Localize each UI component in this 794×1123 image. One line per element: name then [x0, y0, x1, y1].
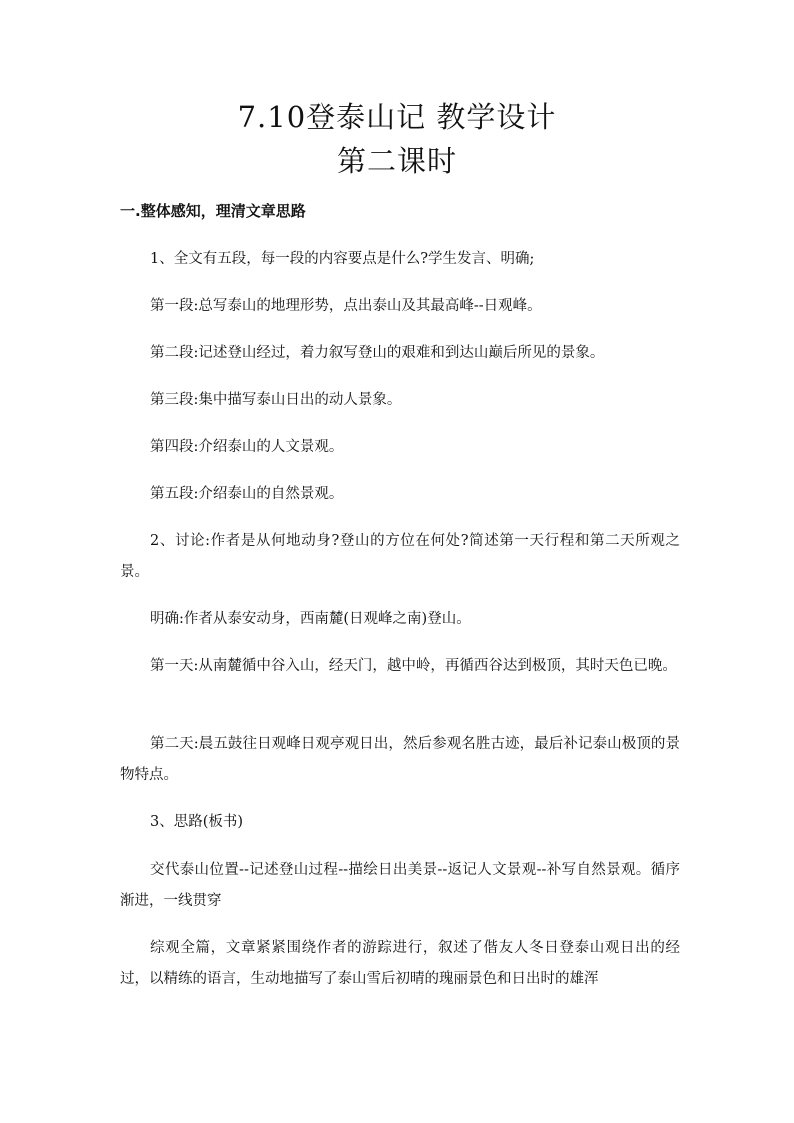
paragraph: 明确:作者从泰安动身，西南麓(日观峰之南)登山。 [150, 611, 471, 627]
paragraph: 第二段:记述登山经过，着力叙写登山的艰难和到达山巅后所见的景象。 [150, 345, 605, 361]
paragraph: 第一段:总写泰山的地理形势，点出泰山及其最高峰--日观峰。 [150, 298, 542, 314]
paragraph: 2、讨论:作者是从何地动身?登山的方位在何处?简述第一天行程和第二天所观之景。 [120, 533, 680, 580]
paragraph: 第一天:从南麓循中谷入山，经天门，越中岭，再循西谷达到极顶，其时天色已晚。 [150, 658, 677, 674]
paragraph: 综观全篇，文章紧紧围绕作者的游踪进行，叙述了偕友人冬日登泰山观日出的经过，以精练的语言，生动地描写了泰山雪后初晴的瑰丽景色和日出时的雄浑 [120, 940, 680, 987]
paragraph: 交代泰山位置--记述登山过程--描绘日出美景--返记人文景观--补写自然景观。循序渐进，一线贯穿 [120, 862, 680, 909]
document-subtitle: 第二课时 [336, 144, 457, 178]
document-title: 7.10登泰山记 教学设计 [237, 100, 557, 134]
paragraph: 第五段:介绍泰山的自然景观。 [150, 486, 344, 502]
section-heading: 一.整体感知，理清文章思路 [120, 202, 306, 220]
paragraph: 1、全文有五段，每一段的内容要点是什么?学生发言、明确; [150, 251, 535, 267]
paragraph: 第三段:集中描写泰山日出的动人景象。 [150, 392, 402, 408]
paragraph: 第四段:介绍泰山的人文景观。 [150, 439, 344, 455]
paragraph: 第二天:晨五鼓往日观峰日观亭观日出，然后参观名胜古迹，最后补记泰山极顶的景物特点。 [120, 736, 680, 783]
paragraph: 3、思路(板书) [150, 814, 244, 830]
